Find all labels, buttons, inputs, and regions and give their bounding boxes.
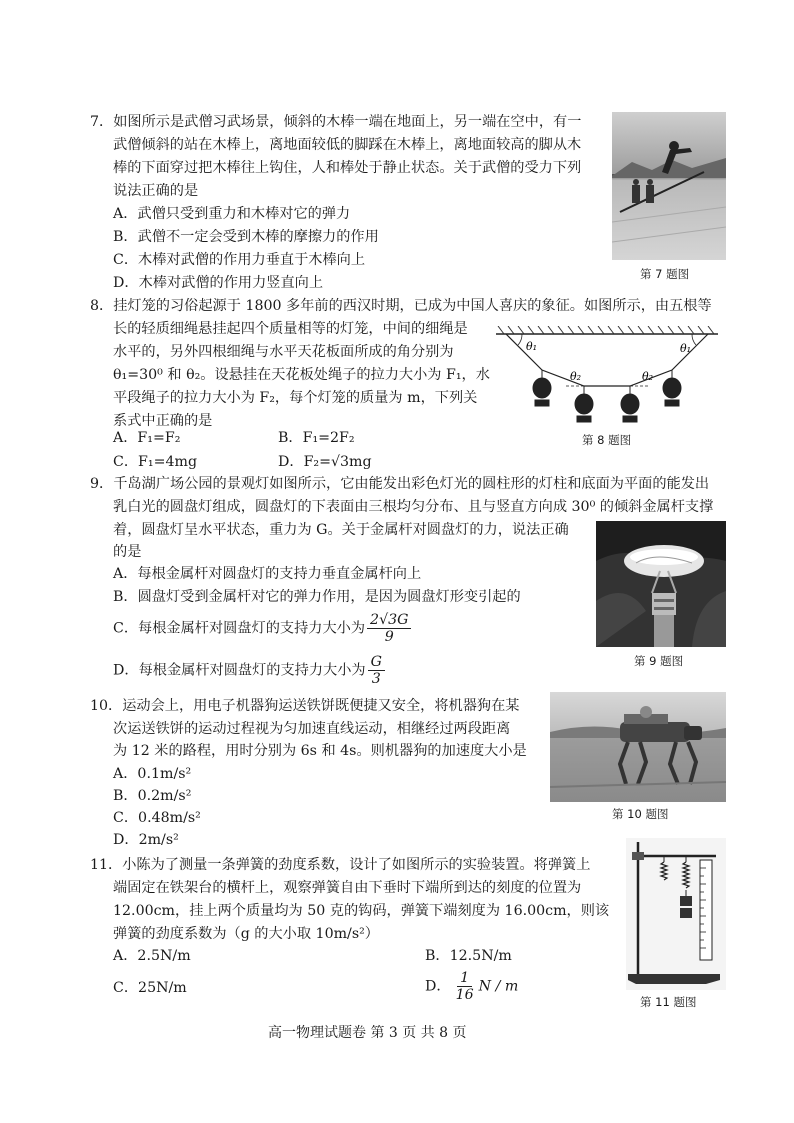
q10-figure-photo	[550, 692, 726, 802]
q7-option-d: D．木棒对武僧的作用力竖直向上	[113, 275, 324, 291]
q11-line: 端固定在铁架台的横杆上，观察弹簧自由下垂时下端所到达的刻度的位置为	[113, 880, 582, 896]
q11-option-d	[425, 970, 518, 1003]
q11-line: 12.00cm，挂上两个质量均为 50 克的钩码，弹簧下端刻度为 16.00cm，则该	[113, 903, 610, 919]
q11-option-d-numerator: 1	[457, 970, 472, 987]
q10-line: 次运送铁饼的运动过程视为匀加速直线运动，相继经过两段距离	[113, 721, 511, 737]
q11-option-b: B．12.5N/m	[425, 948, 512, 964]
q10-option-a: A．0.1m/s²	[113, 766, 192, 782]
q7-figure-photo	[612, 112, 726, 260]
q8-option-b: B．F₁=2F₂	[278, 430, 355, 446]
q11-option-c: C．25N/m	[113, 980, 187, 996]
q8-line: 长的轻质细绳悬挂起四个质量相等的灯笼，中间的细绳是	[113, 321, 468, 337]
q8-theta2-right: θ₂	[642, 370, 654, 383]
q9-option-d-fraction	[368, 654, 385, 687]
q8-option-c: C．F₁=4mg	[113, 454, 198, 470]
q11-option-a: A．2.5N/m	[113, 948, 191, 964]
q8-option-a: A．F₁=F₂	[113, 430, 181, 446]
q8-theta1-left: θ₁	[526, 340, 538, 353]
q7-line: 武僧倾斜的站在木棒上，离地面较低的脚踩在木棒上，离地面较高的脚从木	[113, 137, 582, 153]
q9-option-c-denominator: 9	[384, 629, 394, 645]
q9-option-d-text: D．每根金属杆对圆盘灯的支持力大小为	[113, 662, 366, 679]
q9-option-d	[113, 654, 387, 687]
page-footer: 高一物理试题卷 第 3 页 共 8 页	[268, 1025, 467, 1041]
q9-line: 9．千岛湖广场公园的景观灯如图所示，它由能发出彩色灯光的圆柱形的灯柱和底面为平面的能发出	[90, 476, 710, 492]
q8-line: 平段绳子的拉力大小为 F₂，每个灯笼的质量为 m，下列关	[113, 390, 478, 406]
q8-caption: 第 8 题图	[582, 433, 632, 447]
q9-line: 的是	[113, 544, 142, 560]
q8-theta1-right: θ₁	[680, 342, 692, 355]
q7-line: 说法正确的是	[113, 183, 199, 199]
q7-caption: 第 7 题图	[640, 267, 690, 281]
q8-line: 8．挂灯笼的习俗起源于 1800 多年前的西汉时期，已成为中国人喜庆的象征。如图所示，由五根等	[90, 298, 712, 314]
q10-option-c: C．0.48m/s²	[113, 810, 201, 826]
q10-option-b: B．0.2m/s²	[113, 788, 192, 804]
q9-figure-photo	[596, 521, 726, 647]
q9-option-c-fraction	[367, 612, 411, 645]
q11-caption: 第 11 题图	[640, 995, 697, 1009]
q10-line: 为 12 米的路程，用时分别为 6s 和 4s。则机器狗的加速度大小是	[113, 743, 527, 759]
q8-line: 系式中正确的是	[113, 413, 213, 429]
q9-option-c-text: C．每根金属杆对圆盘灯的支持力大小为	[113, 620, 366, 637]
q7-option-b: B．武僧不一定会受到木棒的摩擦力的作用	[113, 229, 379, 245]
q11-option-d-text: D．	[425, 978, 451, 995]
q9-line: 着，圆盘灯呈水平状态，重力为 G。关于金属杆对圆盘灯的力，说法正确	[113, 522, 569, 538]
q7-option-a: A．武僧只受到重力和木棒对它的弹力	[113, 206, 351, 222]
q9-option-a: A．每根金属杆对圆盘灯的支持力垂直金属杆向上	[113, 566, 422, 582]
q10-option-d: D．2m/s²	[113, 832, 179, 848]
q11-option-d-fraction	[453, 970, 477, 1003]
q10-caption: 第 10 题图	[612, 807, 669, 821]
q8-figure-lanterns	[494, 326, 720, 428]
q11-line: 11．小陈为了测量一条弹簧的劲度系数，设计了如图所示的实验装置。将弹簧上	[90, 857, 591, 873]
q9-option-c	[113, 612, 413, 645]
q8-line: 水平的，另外四根细绳与水平天花板面所成的角分别为	[113, 344, 454, 360]
q7-option-c: C．木棒对武僧的作用力垂直于木棒向上	[113, 252, 366, 268]
q8-option-d: D．F₂=√3mg	[278, 454, 372, 470]
q11-option-d-denominator: 16	[455, 987, 474, 1003]
q9-option-c-numerator: 2√3G	[367, 612, 411, 629]
q7-line: 棒的下面穿过把木棒往上钩住，人和棒处于静止状态。关于武僧的受力下列	[113, 160, 582, 176]
q8-line: θ₁=30⁰ 和 θ₂。设悬挂在天花板处绳子的拉力大小为 F₁，水	[113, 367, 490, 383]
q10-line: 10．运动会上，用电子机器狗运送铁饼既便捷又安全，将机器狗在某	[90, 698, 520, 714]
q9-option-d-denominator: 3	[371, 671, 381, 687]
q11-figure-apparatus	[626, 838, 726, 990]
q9-option-b: B．圆盘灯受到金属杆对它的弹力作用，是因为圆盘灯形变引起的	[113, 589, 521, 605]
q8-theta2-left: θ₂	[570, 370, 582, 383]
q11-line: 弹簧的劲度系数为（g 的大小取 10m/s²）	[113, 926, 379, 942]
q9-line: 乳白光的圆盘灯组成，圆盘灯的下表面由三根均匀分布、且与竖直方向成 30⁰ 的倾斜金属杆支撑	[113, 499, 714, 515]
q9-option-d-numerator: G	[368, 654, 385, 671]
q11-option-d-unit: N / m	[478, 978, 519, 995]
q9-caption: 第 9 题图	[634, 654, 684, 668]
q7-line: 7．如图所示是武僧习武场景，倾斜的木棒一端在地面上，另一端在空中，有一	[90, 114, 582, 130]
